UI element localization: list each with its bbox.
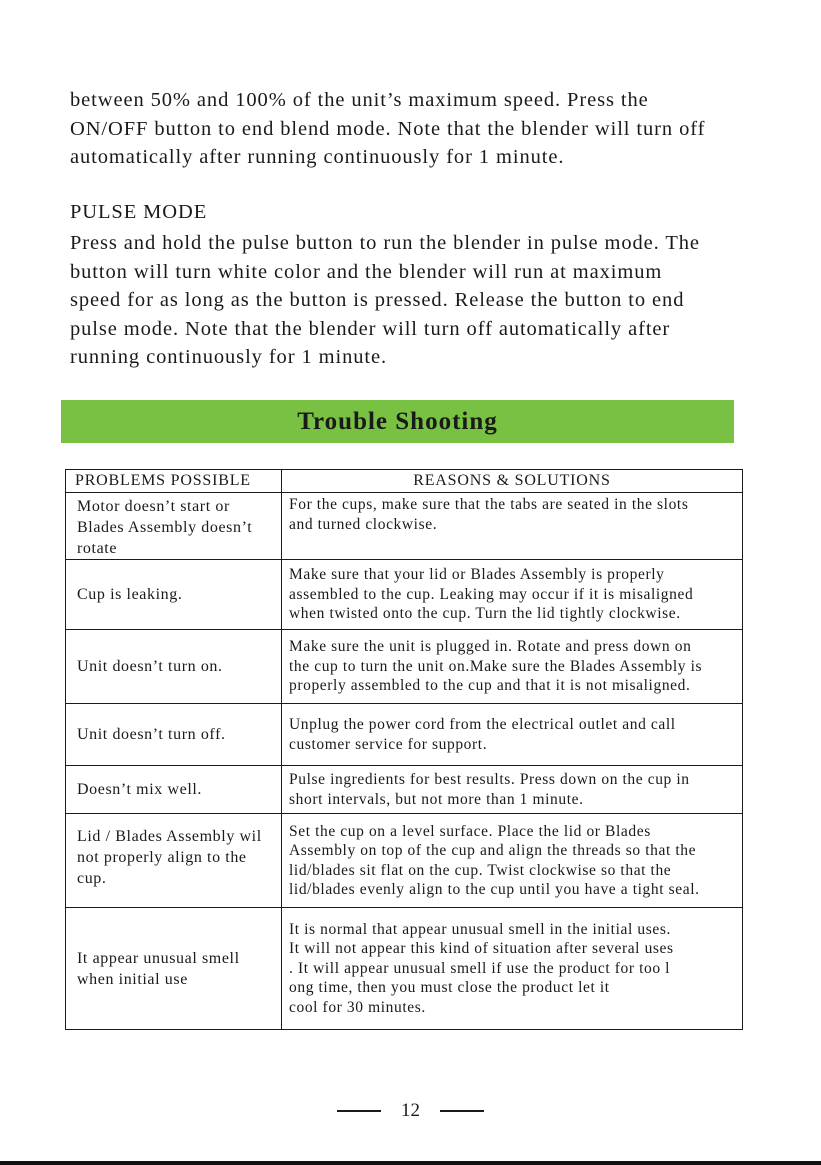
solution-line: short intervals, but not more than 1 minute. bbox=[289, 790, 584, 808]
problem-line: Motor doesn’t start or bbox=[77, 498, 230, 515]
solution-cell bbox=[282, 560, 743, 630]
text-line: ON/OFF button to end blend mode. Note that the blender will turn off bbox=[70, 117, 706, 140]
solution-line: customer service for support. bbox=[289, 735, 488, 753]
problem-line: Blades Assembly doesn’t bbox=[77, 519, 253, 536]
text-line: between 50% and 100% of the unit’s maximum speed. Press the bbox=[70, 89, 649, 111]
solution-line: Make sure that your lid or Blades Assembly is properly bbox=[289, 566, 665, 584]
problem-line: when initial use bbox=[77, 970, 188, 988]
solution-cell bbox=[282, 814, 743, 908]
solution-line: the cup to turn the unit on.Make sure the Blades Assembly is bbox=[289, 657, 703, 675]
table-row bbox=[66, 560, 743, 630]
problem-cell bbox=[66, 908, 282, 1030]
solution-line: Unplug the power cord from the electrical outlet and call bbox=[289, 716, 676, 733]
solution-line: For the cups, make sure that the tabs are seated in the slots bbox=[289, 496, 689, 513]
section-title: Trouble Shooting bbox=[297, 407, 498, 435]
solution-cell bbox=[282, 493, 743, 560]
problem-line: It appear unusual smell bbox=[77, 949, 240, 967]
text-line: speed for as long as the button is pressed. Release the button to end bbox=[70, 289, 685, 311]
table-row bbox=[66, 704, 743, 766]
table-row bbox=[66, 908, 743, 1030]
problem-cell bbox=[66, 704, 282, 766]
column-header-problems: PROBLEMS POSSIBLE bbox=[66, 470, 282, 493]
text-line: pulse mode. Note that the blender will turn off automatically after bbox=[70, 317, 671, 340]
problem-line: Unit doesn’t turn on. bbox=[77, 658, 223, 675]
solution-line: lid/blades evenly align to the cup until you have a tight seal. bbox=[289, 881, 700, 898]
solution-cell bbox=[282, 704, 743, 766]
solution-line: Pulse ingredients for best results. Press down on the cup in bbox=[289, 771, 690, 788]
solution-line: when twisted onto the cup. Turn the lid tightly clockwise. bbox=[289, 605, 681, 623]
solution-line: . It will appear unusual smell if use the product for too l bbox=[289, 959, 671, 977]
troubleshooting-table bbox=[65, 469, 743, 1030]
text-line: Press and hold the pulse button to run the blender in pulse mode. The bbox=[70, 232, 700, 254]
page-number: 12 bbox=[401, 1100, 420, 1121]
page-bottom-edge bbox=[0, 1161, 821, 1165]
problem-line: Cup is leaking. bbox=[77, 586, 183, 603]
solution-line: properly assembled to the cup and that it is not misaligned. bbox=[289, 677, 691, 695]
problem-line: cup. bbox=[77, 870, 107, 887]
solution-cell bbox=[282, 908, 743, 1030]
solution-cell bbox=[282, 630, 743, 704]
problem-cell bbox=[66, 814, 282, 908]
table-row bbox=[66, 630, 743, 704]
text-line: running continuously for 1 minute. bbox=[70, 346, 387, 368]
pulse-mode-heading: PULSE MODE bbox=[70, 201, 208, 223]
solution-line: Assembly on top of the cup and align the threads so that the bbox=[289, 842, 697, 859]
table-row bbox=[66, 493, 743, 560]
solution-line: and turned clockwise. bbox=[289, 515, 438, 533]
solution-line: It will not appear this kind of situation after several uses bbox=[289, 940, 674, 958]
problem-line: Doesn’t mix well. bbox=[77, 781, 203, 798]
solution-line: lid/blades sit flat on the cup. Twist clockwise so that the bbox=[289, 861, 672, 879]
problem-cell bbox=[66, 630, 282, 704]
section-banner bbox=[61, 400, 734, 443]
solution-cell bbox=[282, 766, 743, 814]
solution-line: Set the cup on a level surface. Place the lid or Blades bbox=[289, 822, 651, 840]
problem-line: Lid / Blades Assembly wil bbox=[77, 828, 262, 845]
problem-line: Unit doesn’t turn off. bbox=[77, 726, 226, 743]
table-header-row bbox=[66, 470, 743, 493]
problem-cell bbox=[66, 493, 282, 560]
page-footer bbox=[0, 1099, 821, 1123]
problem-line: not properly align to the bbox=[77, 849, 247, 866]
problem-cell bbox=[66, 560, 282, 630]
blend-mode-paragraph bbox=[70, 86, 750, 172]
solution-line: It is normal that appear unusual smell in the initial uses. bbox=[289, 920, 671, 938]
text-line: automatically after running continuously for 1 minute. bbox=[70, 146, 565, 168]
solution-line: ong time, then you must close the product let it bbox=[289, 979, 610, 997]
column-header-solutions: REASONS & SOLUTIONS bbox=[282, 470, 743, 493]
text-line: button will turn white color and the blender will run at maximum bbox=[70, 260, 663, 283]
footer-rule-left bbox=[337, 1110, 381, 1112]
problem-cell bbox=[66, 766, 282, 814]
pulse-mode-paragraph bbox=[70, 229, 750, 372]
table-row bbox=[66, 766, 743, 814]
solution-line: cool for 30 minutes. bbox=[289, 998, 426, 1016]
problem-line: rotate bbox=[77, 540, 118, 557]
footer-rule-right bbox=[440, 1110, 484, 1112]
table-row bbox=[66, 814, 743, 908]
solution-line: assembled to the cup. Leaking may occur if it is misaligned bbox=[289, 585, 694, 603]
solution-line: Make sure the unit is plugged in. Rotate and press down on bbox=[289, 638, 692, 656]
